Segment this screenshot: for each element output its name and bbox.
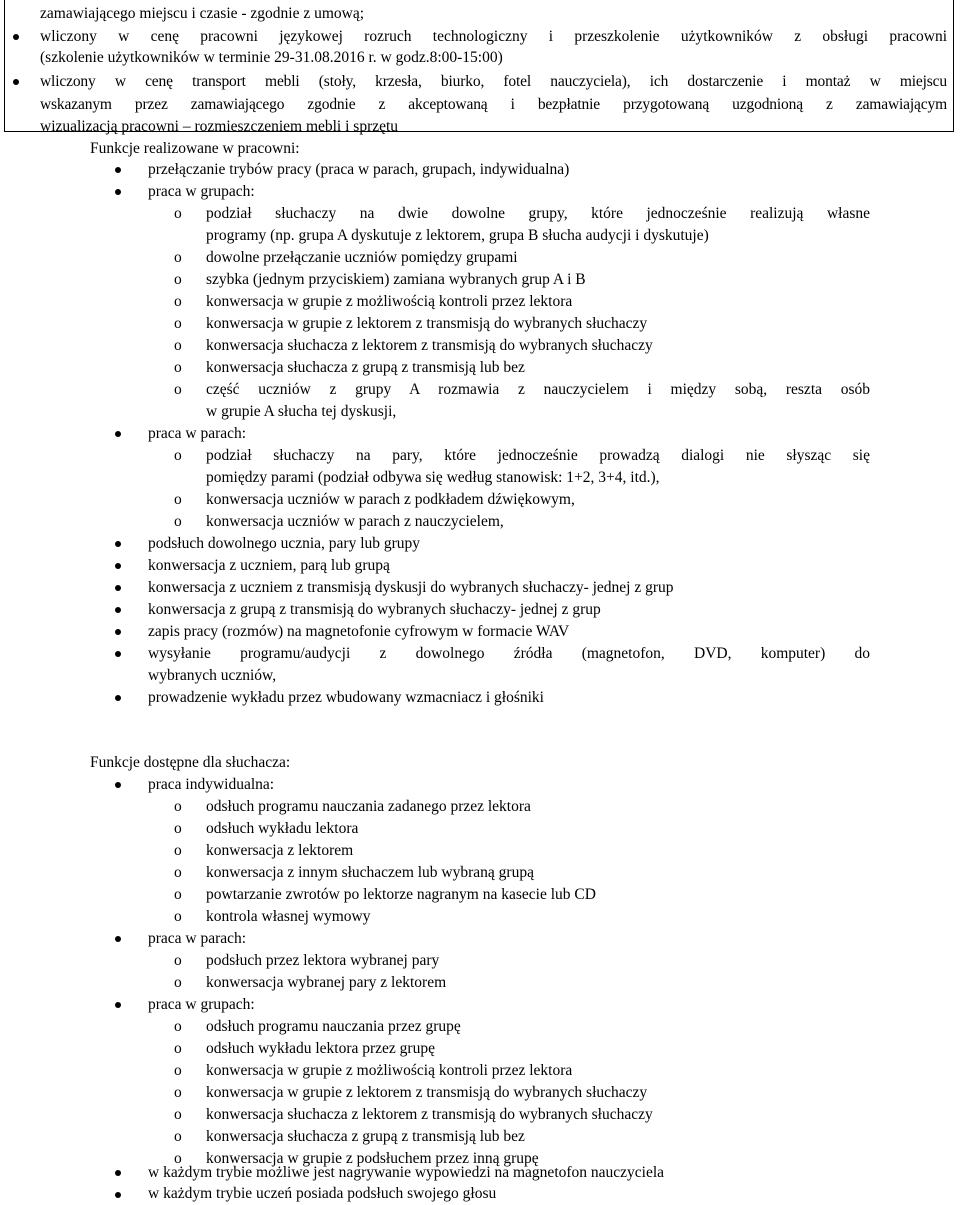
bullet-icon	[13, 79, 19, 85]
sub-list-item: konwersacja z innym słuchaczem lub wybraną grupą	[206, 864, 534, 881]
bullet-icon	[115, 431, 121, 437]
sub-bullet-icon: o	[174, 293, 182, 310]
list-item: prowadzenie wykładu przez wbudowany wzmacniacz i głośniki	[148, 689, 544, 706]
sub-bullet-icon: o	[174, 820, 182, 837]
list-item: przełączanie trybów pracy (praca w parach, grupach, indywidualna)	[148, 161, 570, 178]
bullet-icon	[115, 541, 121, 547]
list-item: konwersacja z uczniem z transmisją dyskusji do wybranych słuchaczy- jednej z grup	[148, 579, 674, 596]
sub-list-item-cont: programy (np. grupa A dyskutuje z lektorem, grupa B słucha audycji i dyskutuje)	[206, 227, 709, 244]
bullet-icon	[115, 936, 121, 942]
sub-list-item: powtarzanie zwrotów po lektorze nagranym na kasecie lub CD	[206, 886, 596, 903]
sub-list-item: konwersacja słuchacza z grupą z transmisją lub bez	[206, 1128, 525, 1145]
sub-list-item-cont: w grupie A słucha tej dyskusji,	[206, 403, 397, 420]
list-item: wysyłanie programu/audycji z dowolnego źródła (magnetofon, DVD, komputer) do	[148, 645, 870, 662]
sub-list-item: konwersacja słuchacza z lektorem z transmisją do wybranych słuchaczy	[206, 1106, 653, 1123]
bullet-icon	[115, 782, 121, 788]
bullet-icon	[115, 695, 121, 701]
sub-list-item: konwersacja słuchacza z grupą z transmisją lub bez	[206, 359, 525, 376]
sub-list-item: konwersacja w grupie z możliwością kontroli przez lektora	[206, 293, 573, 310]
list-item: podsłuch dowolnego ucznia, pary lub grupy	[148, 535, 421, 552]
list-item: praca w parach:	[148, 425, 247, 442]
sub-bullet-icon: o	[174, 952, 182, 969]
bullet-icon	[13, 34, 19, 40]
bullet-icon	[115, 629, 121, 635]
bullet-icon	[115, 607, 121, 613]
sub-bullet-icon: o	[174, 1150, 182, 1167]
sub-bullet-icon: o	[174, 1106, 182, 1123]
sub-bullet-icon: o	[174, 1040, 182, 1057]
list-item: konwersacja z grupą z transmisją do wybranych słuchaczy- jednej z grup	[148, 601, 601, 618]
sub-list-item: podział słuchaczy na dwie dowolne grupy, które jednocześnie realizują własne	[206, 205, 870, 222]
sub-list-item: konwersacja słuchacza z lektorem z transmisją do wybranych słuchaczy	[206, 337, 653, 354]
box-list-item-cont: wizualizacją pracowni – rozmieszczeniem mebli i sprzętu	[40, 118, 399, 135]
sub-list-item: konwersacja w grupie z lektorem z transmisją do wybranych słuchaczy	[206, 1084, 648, 1101]
list-item: w każdym trybie możliwe jest nagrywanie wypowiedzi na magnetofon nauczyciela	[148, 1164, 665, 1181]
list-item: praca indywidualna:	[148, 776, 275, 793]
section-heading: Funkcje dostępne dla słuchacza:	[90, 754, 291, 771]
sub-bullet-icon: o	[174, 886, 182, 903]
sub-bullet-icon: o	[174, 1084, 182, 1101]
sub-bullet-icon: o	[174, 359, 182, 376]
box-list-item: wliczony w cenę transport mebli (stoły, krzesła, biurko, fotel nauczyciela), ich dostarczenie i montaż w miejscu	[40, 73, 947, 90]
sub-bullet-icon: o	[174, 908, 182, 925]
sub-list-item: konwersacja w grupie z lektorem z transmisją do wybranych słuchaczy	[206, 315, 648, 332]
section-heading: Funkcje realizowane w pracowni:	[90, 140, 300, 157]
sub-list-item: konwersacja z lektorem	[206, 842, 354, 859]
sub-list-item: konwersacja w grupie z podsłuchem przez inną grupę	[206, 1150, 539, 1167]
bullet-icon	[115, 563, 121, 569]
bullet-icon	[115, 189, 121, 195]
box-list-item-cont: (szkolenie użytkowników w terminie 29-31.08.2016 r. w godz.8:00-15:00)	[40, 49, 503, 66]
bullet-icon	[115, 585, 121, 591]
sub-bullet-icon: o	[174, 864, 182, 881]
sub-bullet-icon: o	[174, 249, 182, 266]
sub-list-item: konwersacja w grupie z możliwością kontroli przez lektora	[206, 1062, 573, 1079]
sub-list-item: odsłuch programu nauczania przez grupę	[206, 1018, 461, 1035]
list-item: praca w grupach:	[148, 183, 255, 200]
sub-bullet-icon: o	[174, 271, 182, 288]
bullet-icon	[115, 1002, 121, 1008]
sub-bullet-icon: o	[174, 1018, 182, 1035]
sub-list-item: konwersacja uczniów w parach z nauczycielem,	[206, 513, 504, 530]
bullet-icon	[115, 651, 121, 657]
box-text-line: zamawiającego miejscu i czasie - zgodnie z umową;	[40, 5, 365, 22]
sub-list-item-cont: pomiędzy parami (podział odbywa się według stanowisk: 1+2, 3+4, itd.),	[206, 469, 660, 486]
sub-bullet-icon: o	[174, 315, 182, 332]
list-item: zapis pracy (rozmów) na magnetofonie cyfrowym w formacie WAV	[148, 623, 570, 640]
sub-list-item: dowolne przełączanie uczniów pomiędzy grupami	[206, 249, 518, 266]
sub-bullet-icon: o	[174, 447, 182, 464]
sub-list-item: konwersacja uczniów w parach z podkładem dźwiękowym,	[206, 491, 575, 508]
sub-list-item: podsłuch przez lektora wybranej pary	[206, 952, 440, 969]
sub-bullet-icon: o	[174, 337, 182, 354]
sub-bullet-icon: o	[174, 381, 182, 398]
sub-bullet-icon: o	[174, 798, 182, 815]
bullet-icon	[115, 1170, 121, 1176]
list-item: w każdym trybie uczeń posiada podsłuch swojego głosu	[148, 1185, 497, 1202]
sub-bullet-icon: o	[174, 513, 182, 530]
sub-bullet-icon: o	[174, 205, 182, 222]
sub-list-item: odsłuch programu nauczania zadanego przez lektora	[206, 798, 531, 815]
sub-list-item: odsłuch wykładu lektora	[206, 820, 359, 837]
sub-bullet-icon: o	[174, 974, 182, 991]
list-item: praca w grupach:	[148, 996, 255, 1013]
list-item: praca w parach:	[148, 930, 247, 947]
sub-list-item: podział słuchaczy na pary, które jednocześnie prowadzą dialogi nie słysząc się	[206, 447, 870, 464]
sub-list-item: szybka (jednym przyciskiem) zamiana wybranych grup A i B	[206, 271, 586, 288]
sub-bullet-icon: o	[174, 491, 182, 508]
sub-bullet-icon: o	[174, 1128, 182, 1145]
box-list-item: wliczony w cenę pracowni językowej rozruch technologiczny i przeszkolenie użytkowników z obsługi pracowni	[40, 28, 947, 45]
bullet-icon	[115, 1192, 121, 1198]
bullet-icon	[115, 167, 121, 173]
sub-list-item: odsłuch wykładu lektora przez grupę	[206, 1040, 435, 1057]
sub-bullet-icon: o	[174, 842, 182, 859]
sub-bullet-icon: o	[174, 1062, 182, 1079]
box-list-item-cont: wskazanym przez zamawiającego zgodnie z akceptowaną i bezpłatnie przygotowaną uzgodnioną z zamawiającym	[40, 96, 947, 113]
list-item-cont: wybranych uczniów,	[148, 667, 277, 684]
sub-list-item: kontrola własnej wymowy	[206, 908, 371, 925]
list-item: konwersacja z uczniem, parą lub grupą	[148, 557, 390, 574]
sub-list-item: część uczniów z grupy A rozmawia z nauczycielem i między sobą, reszta osób	[206, 381, 870, 398]
sub-list-item: konwersacja wybranej pary z lektorem	[206, 974, 447, 991]
